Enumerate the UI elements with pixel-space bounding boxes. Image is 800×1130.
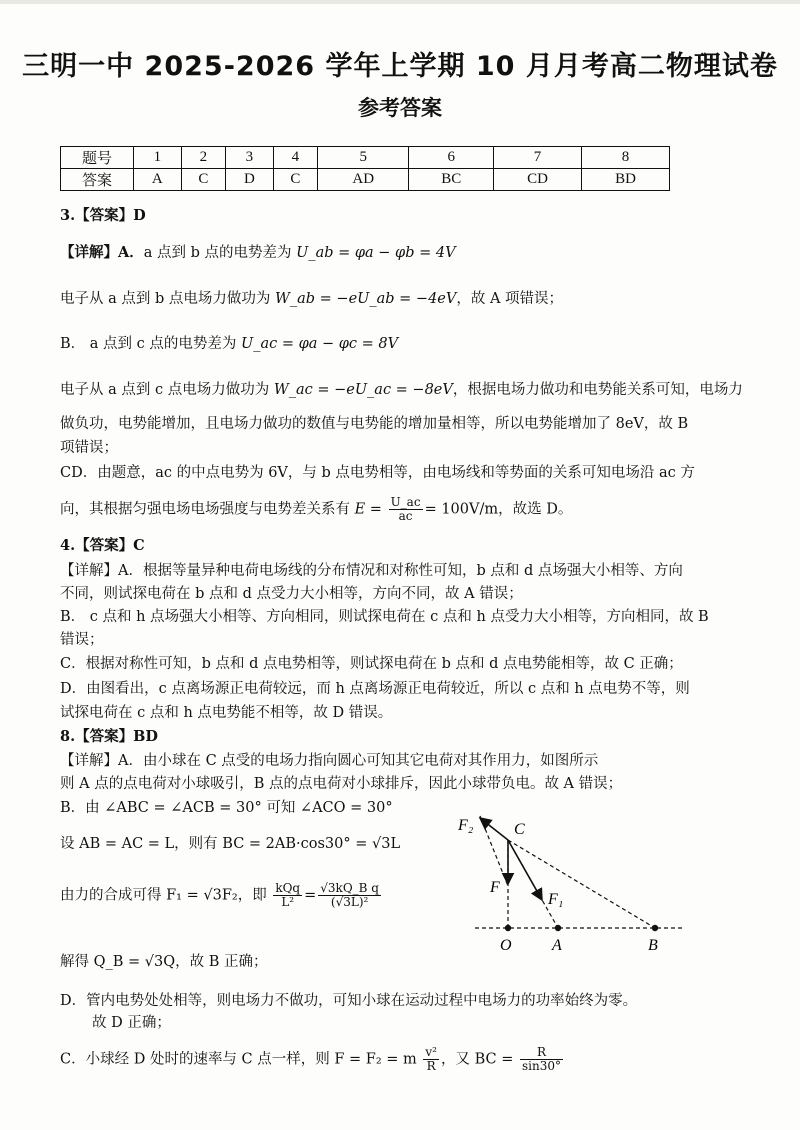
- table-cell: 6: [409, 147, 494, 169]
- table-cell: BC: [409, 169, 494, 191]
- q4-line-2: 不同，则试探电荷在 b 点和 d 点受力大小相等，方向不同，故 A 错误；: [60, 586, 523, 602]
- label-a: A: [552, 937, 562, 954]
- f2-arrow: [480, 818, 508, 840]
- line-cb: [508, 840, 655, 928]
- q3-line-8: [60, 496, 572, 523]
- text: B． a 点到 c 点的电势差为: [60, 336, 237, 352]
- q8-line-6: 解得 Q_B = √3Q，故 B 正确；: [60, 954, 268, 970]
- answer-table: [60, 146, 670, 191]
- f1-arrow: [508, 840, 542, 900]
- table-header-cell: 答案: [61, 169, 134, 191]
- q8-line-8: 故 D 正确；: [92, 1015, 171, 1031]
- q4-line-6: D．由图看出，c 点离场源正电荷较远，而 h 点离场源正电荷较近，所以 c 点和 h 点电势不等，则: [60, 681, 690, 697]
- q8-line-3: B．由 ∠ABC = ∠ACB = 30° 可知 ∠ACO = 30°: [60, 800, 393, 816]
- fraction: $\frac{\text{√3kQ\_B q}}{\text{(√3L)²}}$: [320, 881, 379, 909]
- parallelogram-side: [480, 816, 508, 886]
- text: 电子从 a 点到 b 点电场力做功为: [60, 291, 271, 307]
- q3-line-4: [60, 379, 743, 401]
- table-cell: 4: [273, 147, 317, 169]
- equation: W_ab = −eU_ab = −4eV: [274, 291, 457, 307]
- detail-label: 【详解】A．: [60, 244, 144, 261]
- force-diagram: [440, 808, 700, 958]
- text: 向，其根据匀强电场电场强度与电势差关系有: [60, 501, 350, 518]
- table-cell: AD: [318, 169, 409, 191]
- page-subtitle: 参考答案: [358, 96, 442, 120]
- q4-answer: 4.【答案】C: [60, 537, 145, 554]
- q3-line-5: 做负功，电势能增加，且电场力做功的数值与电势能的增加量相等，所以电势能增加了 8eV，故 B: [60, 416, 689, 432]
- label-f: F: [490, 879, 500, 896]
- q4-line-4: 错误；: [60, 632, 104, 648]
- q8-line-5: [60, 882, 383, 909]
- equation: W_ac = −eU_ac = −8eV: [273, 382, 453, 398]
- scan-edge: [0, 0, 800, 4]
- q3-line-6: 项错误；: [60, 440, 118, 456]
- table-cell: D: [226, 169, 274, 191]
- table-cell: BD: [581, 169, 669, 191]
- table-cell: 1: [134, 147, 182, 169]
- fraction: $\frac{\text{kQq}}{\text{L²}}$: [275, 881, 301, 909]
- text: ，故 A 项错误；: [456, 291, 564, 307]
- text: 电子从 a 点到 c 点电场力做功为: [60, 382, 270, 398]
- point-o: [505, 925, 511, 931]
- q8-line-4: 设 AB = AC = L，则有 BC = 2AB·cos30° = √3L: [60, 836, 401, 852]
- equation: U_ac = φa − φc = 8V: [240, 336, 399, 352]
- q8-line-7: D．管内电势处处相等，则电场力不做功，可知小球在运动过程中电场力的功率始终为零。: [60, 993, 638, 1009]
- q3-answer: 3.【答案】D: [60, 207, 146, 224]
- equation: = 100V/m: [424, 501, 499, 518]
- q3-detail-a: [60, 242, 456, 264]
- label-f2: F₂: [458, 817, 474, 834]
- text: 由力的合成可得 F₁ = √3F₂，即: [60, 887, 267, 904]
- q3-line-2: [60, 288, 563, 310]
- text: ，又 BC =: [440, 1051, 514, 1068]
- point-a: [555, 925, 561, 931]
- label-f1: F₁: [548, 891, 564, 908]
- fraction: $\frac{\text{v²}}{R}$: [425, 1045, 437, 1073]
- table-cell: 5: [318, 147, 409, 169]
- label-c: C: [514, 821, 525, 838]
- page-title: 三明一中 2025-2026 学年上学期 10 月月考高二物理试卷: [22, 51, 778, 82]
- table-cell: 8: [581, 147, 669, 169]
- equation: E =: [354, 501, 382, 518]
- table-cell: CD: [494, 169, 582, 191]
- text: a 点到 b 点的电势差为: [143, 245, 292, 261]
- q3-line-7: CD．由题意，ac 的中点电势为 6V，与 b 点电势相等，由电场线和等势面的关系可知电场沿 ac 方: [60, 465, 695, 481]
- q8-line-2: 则 A 点的点电荷对小球吸引，B 点的点电荷对小球排斥，因此小球带负电。故 A 错误；: [60, 776, 623, 792]
- q4-line-5: C．根据对称性可知，b 点和 d 点电势相等，则试探电荷在 b 点和 d 点电势能相等，故 C 正确；: [60, 656, 683, 672]
- point-b: [652, 925, 658, 931]
- text: ，根据电场力做功和电势能关系可知，电场力: [452, 382, 743, 398]
- q8-line-1: 【详解】A．由小球在 C 点受的电场力指向圆心可知其它电荷对其作用力，如图所示: [60, 753, 599, 769]
- table-cell: 3: [226, 147, 274, 169]
- table-row-numbers: [61, 147, 670, 169]
- fraction: $\frac{R}{\sin 30^\circ}$: [521, 1045, 561, 1073]
- text: C．小球经 D 处时的速率与 C 点一样，则 F = F₂ = m: [60, 1051, 417, 1068]
- q3-line-3: [60, 333, 398, 355]
- text: ，故选 D。: [498, 501, 573, 518]
- fraction: $\frac{U\_ac}{ac}$: [390, 495, 421, 523]
- table-cell: 2: [181, 147, 225, 169]
- table-cell: A: [134, 169, 182, 191]
- equation: U_ab = φa − φb = 4V: [296, 245, 456, 261]
- table-cell: C: [273, 169, 317, 191]
- label-b: B: [648, 937, 658, 954]
- table-cell: 7: [494, 147, 582, 169]
- table-cell: C: [181, 169, 225, 191]
- q4-line-7: 试探电荷在 c 点和 h 点电势能不相等，故 D 错误。: [60, 705, 393, 721]
- label-o: O: [500, 937, 512, 954]
- table-row-answers: [61, 169, 670, 191]
- q8-answer: 8.【答案】BD: [60, 728, 158, 745]
- q4-line-1: 【详解】A．根据等量异种电荷电场线的分布情况和对称性可知，b 点和 d 点场强大小相等、方向: [60, 563, 683, 579]
- q4-line-3: B． c 点和 h 点场强大小相等、方向相同，则试探电荷在 c 点和 h 点受力大小相等，方向相同，故 B: [60, 609, 709, 625]
- equals: =: [304, 887, 317, 904]
- q8-line-9: [60, 1046, 565, 1073]
- table-header-cell: 题号: [61, 147, 134, 169]
